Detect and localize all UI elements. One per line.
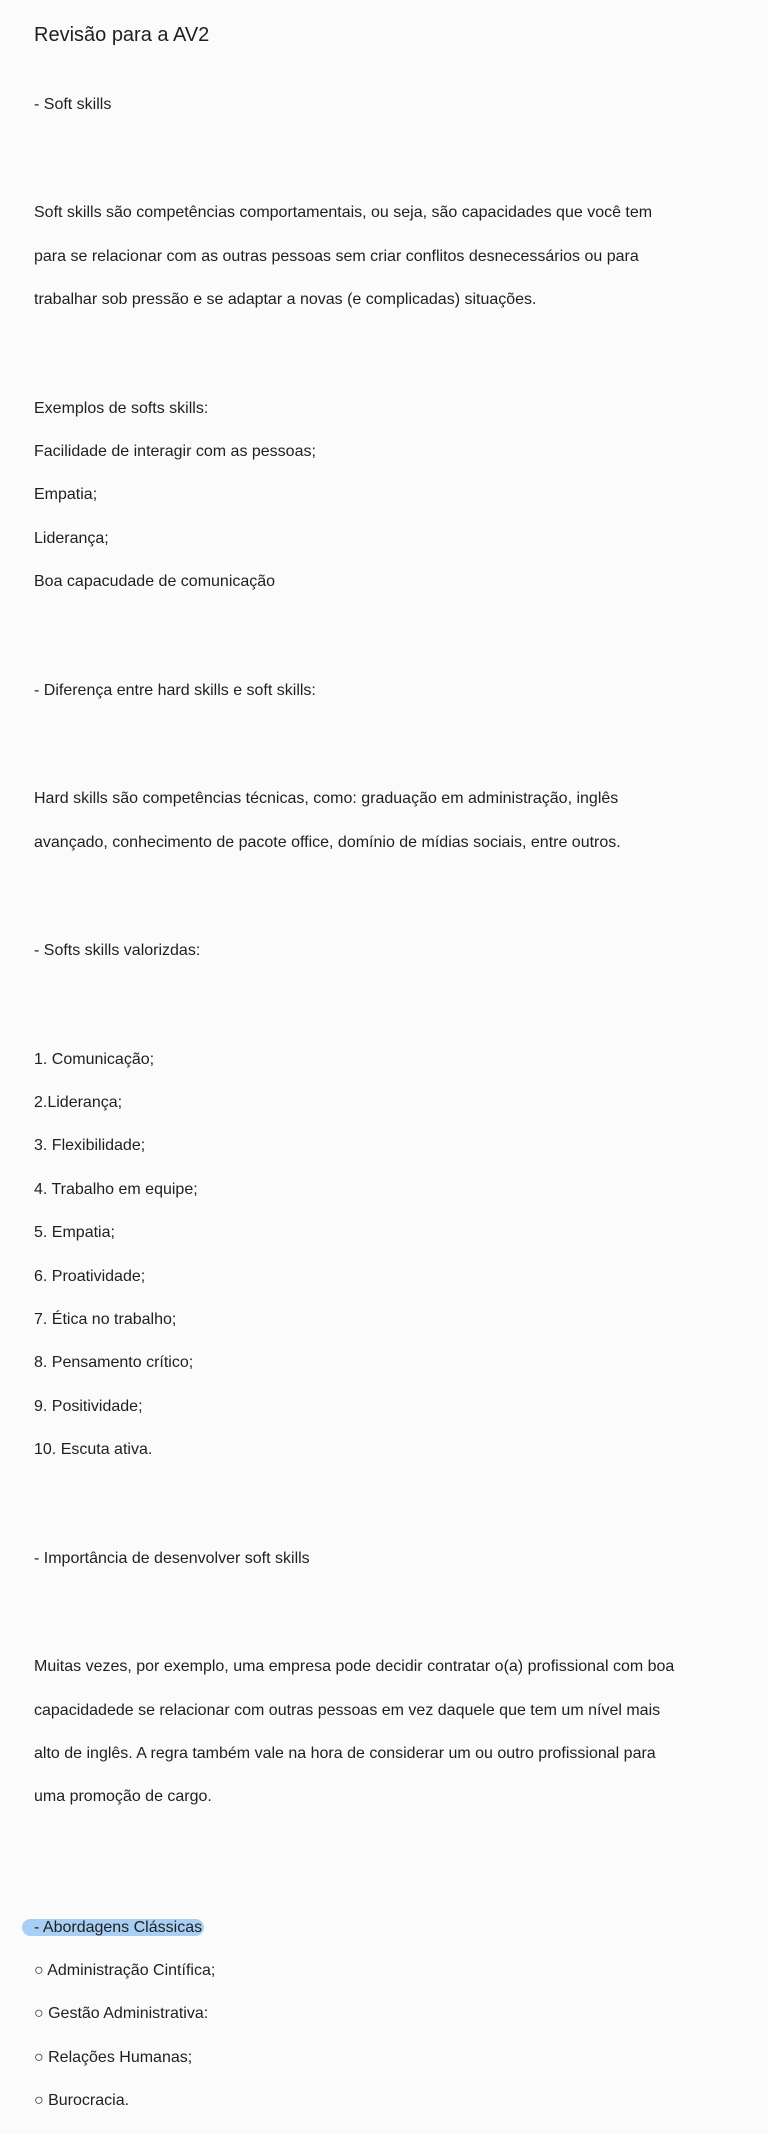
blank-line xyxy=(34,332,734,354)
valued-skill-item: 6. Proatividade; xyxy=(34,1267,146,1285)
section-heading-classical-approaches-line xyxy=(34,1895,734,1938)
paragraph-line: Hard skills são competências técnicas, como: graduação em administração, inglês xyxy=(34,790,619,808)
paragraph-line: Soft skills são competências comportamentais, ou seja, são capacidades que você tem xyxy=(34,204,653,222)
paragraph-line: alto de inglês. A regra também vale na hora de considerar um ou outro profissional para xyxy=(34,1745,656,1763)
approach-item: ○ Administração Cintífica; xyxy=(34,1962,216,1980)
example-item: Boa capacudade de comunicação xyxy=(34,573,276,591)
paragraph-line: Muitas vezes, por exemplo, uma empresa pode decidir contratar o(a) profissional com boa xyxy=(34,1658,675,1676)
paragraph-line: capacidadede se relacionar com outras pessoas em vez daquele que tem um nível mais xyxy=(34,1701,661,1719)
approach-item: ○ Gestão Administrativa: xyxy=(34,2005,209,2023)
valued-skill-item: 3. Flexibilidade; xyxy=(34,1137,146,1155)
example-item: Facilidade de interagir com as pessoas; xyxy=(34,442,316,460)
section-heading-valued-skills: - Softs skills valorizdas: xyxy=(34,942,201,960)
section-heading-soft-skills: - Soft skills xyxy=(34,95,112,113)
valued-skill-item: 9. Positividade; xyxy=(34,1397,143,1415)
blank-line xyxy=(34,1591,734,1613)
highlighted-heading[interactable]: - Abordagens Clássicas xyxy=(22,1919,204,1936)
paragraph-line: para se relacionar com as outras pessoas sem criar conflitos desnecessários ou para xyxy=(34,247,639,265)
valued-skill-item: 4. Trabalho em equipe; xyxy=(34,1180,198,1198)
paragraph-line: uma promoção de cargo. xyxy=(34,1788,212,1806)
blank-line xyxy=(34,1483,734,1505)
blank-line xyxy=(34,875,734,897)
example-item: Empatia; xyxy=(34,486,98,504)
blank-line xyxy=(34,615,734,637)
valued-skill-item: 1. Comunicação; xyxy=(34,1050,155,1068)
section-heading-importance: - Importância de desenvolver soft skills xyxy=(34,1549,310,1567)
approach-item: ○ Relações Humanas; xyxy=(34,2048,193,2066)
valued-skill-item: 5. Empatia; xyxy=(34,1224,115,1242)
example-item: Liderança; xyxy=(34,529,109,547)
valued-skill-item: 2.Liderança; xyxy=(34,1093,123,1111)
paragraph-line: avançado, conhecimento de pacote office, domínio de mídias sociais, entre outros. xyxy=(34,833,621,851)
blank-line xyxy=(34,1830,734,1852)
note-title: Revisão para a AV2 xyxy=(34,24,210,46)
approach-item: ○ Burocracia. xyxy=(34,2092,130,2110)
paragraph-line: trabalhar sob pressão e se adaptar a novas (e complicadas) situações. xyxy=(34,291,537,309)
blank-line xyxy=(34,723,734,745)
section-heading-differences: - Diferença entre hard skills e soft skills: xyxy=(34,681,316,699)
examples-heading: Exemplos de softs skills: xyxy=(34,399,209,417)
valued-skill-item: 7. Ética no trabalho; xyxy=(34,1310,177,1328)
blank-line xyxy=(34,983,734,1005)
blank-line xyxy=(34,137,734,159)
valued-skill-item: 8. Pensamento crítico; xyxy=(34,1354,194,1372)
valued-skill-item: 10. Escuta ativa. xyxy=(34,1441,153,1459)
note-body[interactable] xyxy=(34,72,734,2134)
